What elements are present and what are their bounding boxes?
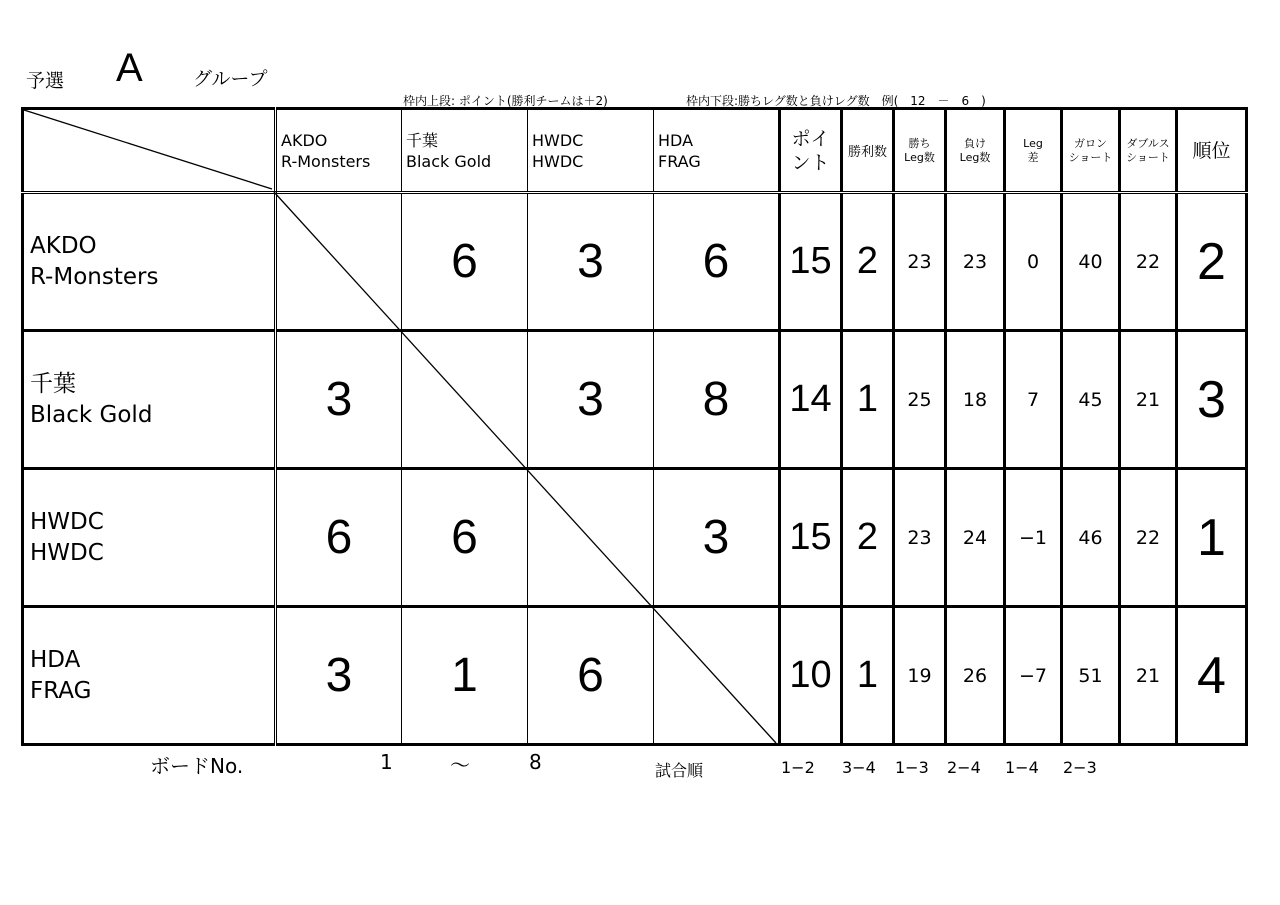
result-cell: 6 [528,607,654,745]
result-cell: 3 [654,469,780,607]
result-cell: 6 [402,193,528,331]
lost-legs-cell: 24 [946,469,1005,607]
result-cell: 8 [654,331,780,469]
doubles-cell: 21 [1120,331,1177,469]
lost-legs-cell: 18 [946,331,1005,469]
rank-cell: 4 [1177,607,1247,745]
points-cell: 15 [780,469,842,607]
col-gallon: ガロン ショート [1062,109,1120,193]
col-team-4: HDA FRAG [654,109,780,193]
result-cell: 3 [276,331,402,469]
leg-diff-cell: 0 [1005,193,1062,331]
gallon-cell: 46 [1062,469,1120,607]
points-cell: 10 [780,607,842,745]
col-team-2: 千葉 Black Gold [402,109,528,193]
corner-diagonal [24,110,272,189]
order-item: 2−3 [1063,758,1097,777]
doubles-cell: 22 [1120,193,1177,331]
result-cell: 3 [528,193,654,331]
order-label: 試合順 [655,761,704,780]
board-label: ボードNo. [150,754,244,778]
board-from: 1 [380,750,393,774]
doubles-cell: 21 [1120,607,1177,745]
gallon-cell: 40 [1062,193,1120,331]
row-team-name: HDA FRAG [23,607,276,745]
col-team-3: HWDC HWDC [528,109,654,193]
wins-cell: 1 [842,607,894,745]
lost-legs-cell: 23 [946,193,1005,331]
result-cell: 6 [654,193,780,331]
col-wins: 勝利数 [842,109,894,193]
won-legs-cell: 23 [894,193,946,331]
col-won-legs: 勝ち Leg数 [894,109,946,193]
row-team-name: AKDO R-Monsters [23,193,276,331]
won-legs-cell: 25 [894,331,946,469]
order-item: 1−4 [1005,758,1039,777]
result-cell: 3 [276,607,402,745]
rank-cell: 1 [1177,469,1247,607]
col-rank: 順位 [1177,109,1247,193]
board-sep: ～ [450,753,470,777]
result-cell: 6 [276,469,402,607]
gallon-cell: 51 [1062,607,1120,745]
result-cell: 1 [402,607,528,745]
heading-prefix: 予選 [26,70,65,92]
self-match-diagonal [274,192,776,743]
result-cell: 3 [528,331,654,469]
points-cell: 14 [780,331,842,469]
col-leg-diff: Leg 差 [1005,109,1062,193]
order-item: 3−4 [842,758,876,777]
wins-cell: 2 [842,469,894,607]
gallon-cell: 45 [1062,331,1120,469]
board-to: 8 [529,750,542,774]
col-lost-legs: 負け Leg数 [946,109,1005,193]
wins-cell: 2 [842,193,894,331]
leg-diff-cell: 7 [1005,331,1062,469]
note-upper: 枠内上段: ポイント(勝利チームは＋2) [403,94,608,108]
note-lower: 枠内下段:勝ちレグ数と負けレグ数 例( 12 － 6 ) [686,94,986,108]
order-item: 1−2 [781,758,815,777]
leg-diff-cell: −1 [1005,469,1062,607]
points-cell: 15 [780,193,842,331]
group-letter: A [116,46,143,90]
rank-cell: 3 [1177,331,1247,469]
leg-diff-cell: −7 [1005,607,1062,745]
col-doubles: ダブルス ショート [1120,109,1177,193]
won-legs-cell: 19 [894,607,946,745]
lost-legs-cell: 26 [946,607,1005,745]
order-item: 2−4 [947,758,981,777]
won-legs-cell: 23 [894,469,946,607]
row-team-name: HWDC HWDC [23,469,276,607]
wins-cell: 1 [842,331,894,469]
order-item: 1−3 [895,758,929,777]
doubles-cell: 22 [1120,469,1177,607]
result-cell: 6 [402,469,528,607]
row-team-name: 千葉 Black Gold [23,331,276,469]
col-team-1: AKDO R-Monsters [276,109,402,193]
col-points: ポイ ント [780,109,842,193]
rank-cell: 2 [1177,193,1247,331]
heading-suffix: グループ [193,68,268,90]
